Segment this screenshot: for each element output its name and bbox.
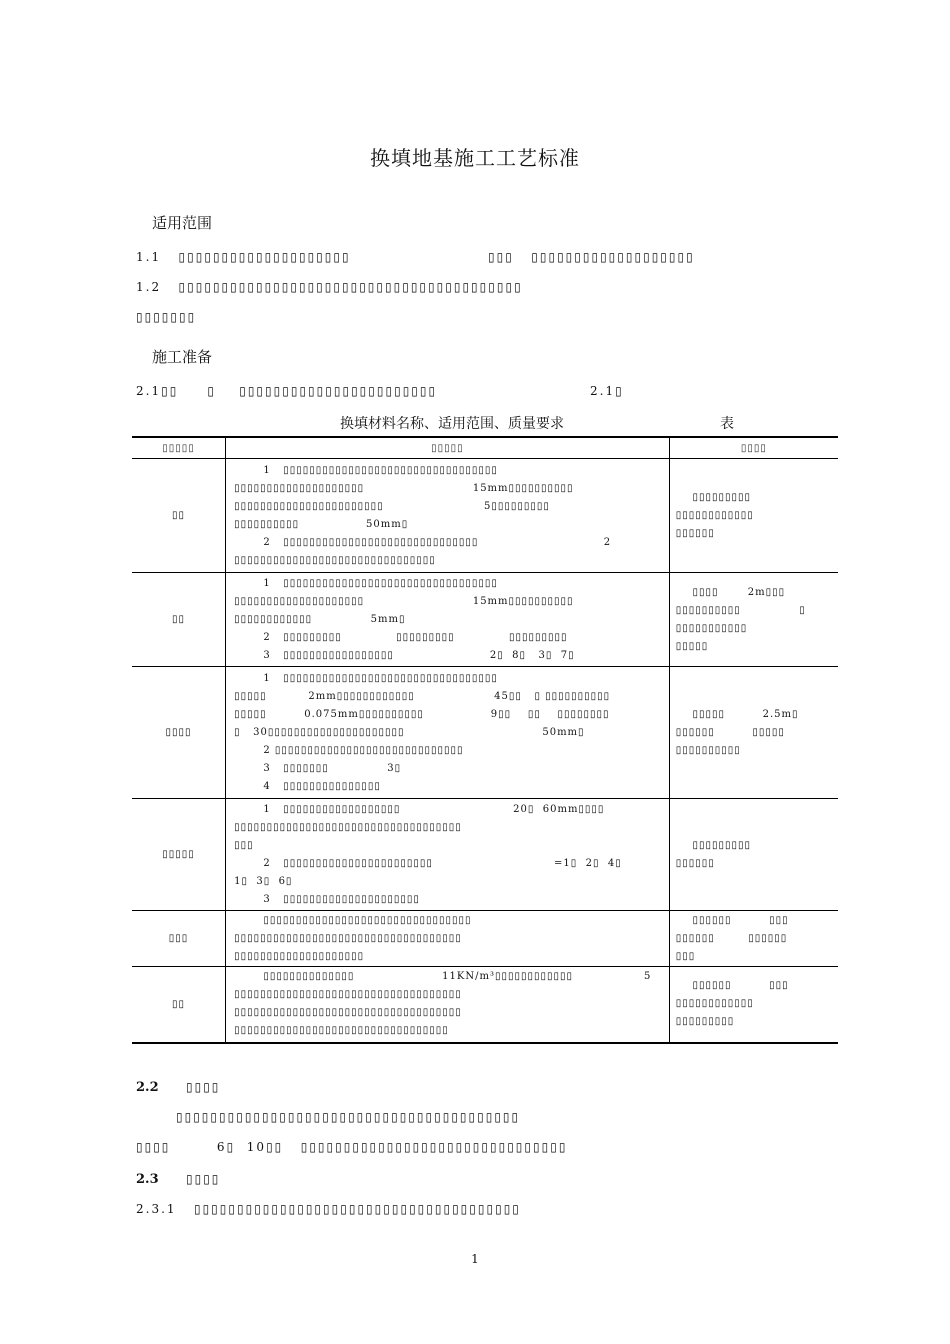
quality-line: ▯▯▯▯▯▯▯▯▯▯ ▯ <box>675 604 806 616</box>
scope-line: ▯▯▯▯▯▯▯▯▯▯▯▯▯▯▯▯▯▯▯▯▯▯▯ 5▯▯▯▯▯▯▯▯▯ <box>234 500 550 512</box>
material-quality-cell <box>669 799 838 911</box>
material-quality-cell <box>669 911 838 967</box>
header-name: ▯▯▯▯▯ <box>132 437 226 459</box>
quality-line: ▯▯▯▯▯▯▯▯▯ <box>675 1016 735 1028</box>
material-scope-cell <box>226 667 670 799</box>
material-name-cell: ▯▯▯▯ <box>132 667 226 799</box>
quality-line: ▯▯▯▯▯▯ ▯▯▯ <box>675 914 789 926</box>
material-quality-cell <box>669 459 838 573</box>
material-name-cell: ▯▯ <box>132 573 226 667</box>
scope-line: ▯▯▯▯▯▯▯▯▯▯▯▯▯▯▯▯▯▯▯▯▯▯▯▯▯▯▯▯▯▯▯▯▯▯▯ <box>234 821 462 833</box>
heading-2-2-number: 2.2 <box>136 1080 159 1095</box>
scope-line: ▯▯▯▯▯ 2mm▯▯▯▯▯▯▯▯▯▯▯▯ 45▯▯ ▯ ▯▯▯▯▯▯▯▯▯▯ <box>234 690 611 702</box>
scope-line: ▯▯▯▯▯ 0.075mm▯▯▯▯▯▯▯▯▯▯ 9▯▯ ▯▯ ▯▯▯▯▯▯▯▯ <box>234 708 610 720</box>
quality-line: ▯▯▯▯▯▯▯▯▯▯▯▯ <box>675 509 754 521</box>
paragraph-1-2-a: 1.2 ▯▯▯▯▯▯▯▯▯▯▯▯▯▯▯▯▯▯▯▯▯▯▯▯▯▯▯▯▯▯▯▯▯▯▯▯▯▯▯▯ <box>136 280 523 294</box>
materials-table <box>132 436 838 1044</box>
scope-line: ▯▯▯▯▯▯▯▯▯▯ 50mm▯ <box>234 518 409 530</box>
scope-line: 1 ▯▯▯▯▯▯▯▯▯▯▯▯▯▯▯▯▯▯▯▯▯▯▯▯▯▯▯▯▯▯▯▯▯ <box>234 464 498 476</box>
table-row <box>132 911 838 967</box>
scope-line: ▯▯▯▯▯▯▯▯▯▯▯▯ 5mm▯ <box>234 613 406 625</box>
paragraph-1-2-b: ▯▯▯▯▯▯▯ <box>136 310 197 324</box>
material-quality-cell <box>669 967 838 1043</box>
scope-line: 3 ▯▯▯▯▯▯▯▯▯▯▯▯▯▯▯▯▯ 2▯ 8▯ 3▯ 7▯ <box>234 649 575 661</box>
material-scope-cell <box>226 967 670 1043</box>
quality-line: ▯▯▯▯▯ 2.5m▯ <box>675 708 799 720</box>
scope-line: 2 ▯▯▯▯▯▯▯▯▯▯▯▯▯▯▯▯▯▯▯▯▯▯▯ =1▯ 2▯ 4▯ <box>234 857 622 869</box>
quality-line: ▯▯▯▯▯▯ <box>675 857 715 869</box>
material-name-cell: ▯▯ <box>132 967 226 1043</box>
section-heading-scope: 适用范围 <box>152 214 213 232</box>
scope-line: 3 ▯▯▯▯▯▯▯ 3▯ <box>234 762 402 774</box>
scope-line: ▯▯▯▯▯▯▯▯▯▯▯▯▯▯▯▯▯▯▯▯ <box>234 950 365 962</box>
material-name-cell: ▯▯ <box>132 459 226 573</box>
table-header-row <box>132 437 838 459</box>
quality-line: ▯▯▯▯▯▯▯▯▯▯ <box>675 744 741 756</box>
scope-line: ▯▯▯▯▯▯▯▯▯▯▯▯▯▯▯▯▯▯▯▯▯▯▯▯▯▯▯▯▯▯▯▯▯▯▯ <box>234 1007 462 1019</box>
quality-line: ▯▯▯▯▯▯▯▯▯ <box>675 491 751 503</box>
scope-line: ▯▯▯▯▯▯▯▯▯▯▯▯▯▯▯▯▯▯▯▯ 15mm▯▯▯▯▯▯▯▯▯▯ <box>234 595 574 607</box>
quality-line: ▯▯▯▯▯▯ ▯▯▯ <box>675 980 789 992</box>
scope-line: ▯▯▯▯▯▯▯▯▯▯▯▯▯▯▯▯▯▯▯▯▯▯▯▯▯▯▯▯▯▯▯ <box>234 554 436 566</box>
table-caption: 换填材料名称、适用范围、质量要求 <box>340 416 564 432</box>
scope-line: 1 ▯▯▯▯▯▯▯▯▯▯▯▯▯▯▯▯▯▯▯▯▯▯▯▯▯▯▯▯▯▯▯▯▯ <box>234 672 498 684</box>
quality-line: ▯▯▯▯▯▯▯▯▯ <box>675 839 751 851</box>
heading-2-3-number: 2.3 <box>136 1172 159 1187</box>
paragraph-1-1-b: ▯▯▯ ▯▯▯▯▯▯▯▯▯▯▯▯▯▯▯▯▯▯▯ <box>488 250 695 264</box>
table-caption-tail: 表 <box>720 416 734 432</box>
scope-line: 3 ▯▯▯▯▯▯▯▯▯▯▯▯▯▯▯▯▯▯▯▯▯ <box>234 893 420 905</box>
page-title: 换填地基施工工艺标准 <box>370 146 580 170</box>
material-scope-cell <box>226 573 670 667</box>
scope-line: ▯▯▯▯▯▯▯▯▯▯▯▯▯▯▯▯▯▯▯▯▯▯▯▯▯▯▯▯▯▯▯▯▯ <box>234 1025 449 1037</box>
paragraph-1-1-a: 1.1 ▯▯▯▯▯▯▯▯▯▯▯▯▯▯▯▯▯▯▯▯ <box>136 250 351 264</box>
header-quality: ▯▯▯▯ <box>669 437 838 459</box>
paragraph-2-1-b: 2.1▯ <box>590 384 624 398</box>
table-row <box>132 799 838 911</box>
page-number: 1 <box>471 1252 479 1266</box>
quality-line: ▯▯▯▯▯▯▯▯▯▯▯ <box>675 622 748 634</box>
scope-line: ▯▯▯▯▯▯▯▯▯▯▯▯▯▯ 11KN/m³▯▯▯▯▯▯▯▯▯▯▯▯ 5 <box>234 971 652 983</box>
scope-line: 4 ▯▯▯▯▯▯▯▯▯▯▯▯▯▯▯ <box>234 780 381 792</box>
scope-line: 2 ▯▯▯▯▯▯▯▯▯▯▯▯▯▯▯▯▯▯▯▯▯▯▯▯▯▯▯▯▯▯ 2 <box>234 536 612 548</box>
heading-2-3-title: ▯▯▯▯ <box>186 1172 221 1186</box>
table-row <box>132 459 838 573</box>
table-row <box>132 667 838 799</box>
scope-line: ▯▯▯▯▯▯▯▯▯▯▯▯▯▯▯▯▯▯▯▯▯▯▯▯▯▯▯▯▯▯▯▯ <box>234 914 472 926</box>
scope-line: ▯▯▯▯▯▯▯▯▯▯▯▯▯▯▯▯▯▯▯▯▯▯▯▯▯▯▯▯▯▯▯▯▯▯▯ <box>234 989 462 1001</box>
scope-line: 1 ▯▯▯▯▯▯▯▯▯▯▯▯▯▯▯▯▯▯▯▯▯▯▯▯▯▯▯▯▯▯▯▯▯ <box>234 577 498 589</box>
material-scope-cell <box>226 911 670 967</box>
material-quality-cell <box>669 667 838 799</box>
quality-line: ▯▯▯▯ 2m▯▯▯ <box>675 586 786 598</box>
paragraph-2-1-a: 2.1▯▯ ▯ ▯▯▯▯▯▯▯▯▯▯▯▯▯▯▯▯▯▯▯▯▯▯▯ <box>136 384 438 398</box>
section-heading-preparation: 施工准备 <box>152 348 213 366</box>
scope-line: 1▯ 3▯ 6▯ <box>234 875 293 887</box>
paragraph-2-2-b: ▯▯▯▯ 6▯ 10▯▯ ▯▯▯▯▯▯▯▯▯▯▯▯▯▯▯▯▯▯▯▯▯▯▯▯▯▯▯▯▯▯▯ <box>136 1140 568 1154</box>
scope-line: ▯ 30▯▯▯▯▯▯▯▯▯▯▯▯▯▯▯▯▯▯▯▯▯ 50mm▯ <box>234 726 585 738</box>
material-name-cell: ▯▯▯▯▯ <box>132 799 226 911</box>
scope-line: ▯▯▯▯▯▯▯▯▯▯▯▯▯▯▯▯▯▯▯▯ 15mm▯▯▯▯▯▯▯▯▯▯ <box>234 482 574 494</box>
quality-line: ▯▯▯▯▯▯ <box>675 527 715 539</box>
table-row <box>132 967 838 1043</box>
material-scope-cell <box>226 799 670 911</box>
scope-line: 2 ▯▯▯▯▯▯▯▯▯ ▯▯▯▯▯▯▯▯▯ ▯▯▯▯▯▯▯▯▯ <box>234 631 568 643</box>
paragraph-2-3-1: 2.3.1 ▯▯▯▯▯▯▯▯▯▯▯▯▯▯▯▯▯▯▯▯▯▯▯▯▯▯▯▯▯▯▯▯▯▯▯▯▯▯ <box>136 1202 521 1216</box>
scope-line: 1 ▯▯▯▯▯▯▯▯▯▯▯▯▯▯▯▯▯▯ 20▯ 60mm▯▯▯▯ <box>234 803 605 815</box>
paragraph-2-2-a: ▯▯▯▯▯▯▯▯▯▯▯▯▯▯▯▯▯▯▯▯▯▯▯▯▯▯▯▯▯▯▯▯▯▯▯▯▯▯▯▯ <box>176 1110 521 1124</box>
quality-line: ▯▯▯▯▯▯ ▯▯▯▯▯ <box>675 726 785 738</box>
scope-line: 2 ▯▯▯▯▯▯▯▯▯▯▯▯▯▯▯▯▯▯▯▯▯▯▯▯▯▯▯▯▯ <box>234 744 464 756</box>
quality-line: ▯▯▯▯▯▯ ▯▯▯▯▯▯ <box>675 932 788 944</box>
material-quality-cell <box>669 573 838 667</box>
quality-line: ▯▯▯ <box>675 950 696 962</box>
material-name-cell: ▯▯▯ <box>132 911 226 967</box>
material-scope-cell <box>226 459 670 573</box>
table-row <box>132 573 838 667</box>
quality-line: ▯▯▯▯▯▯▯▯▯▯▯▯ <box>675 998 754 1010</box>
quality-line: ▯▯▯▯▯ <box>675 640 709 652</box>
scope-line: ▯▯▯ <box>234 839 254 851</box>
scope-line: ▯▯▯▯▯▯▯▯▯▯▯▯▯▯▯▯▯▯▯▯▯▯▯▯▯▯▯▯▯▯▯▯▯▯▯ <box>234 932 462 944</box>
header-scope: ▯▯▯▯▯ <box>226 437 670 459</box>
heading-2-2-title: ▯▯▯▯ <box>186 1080 221 1094</box>
